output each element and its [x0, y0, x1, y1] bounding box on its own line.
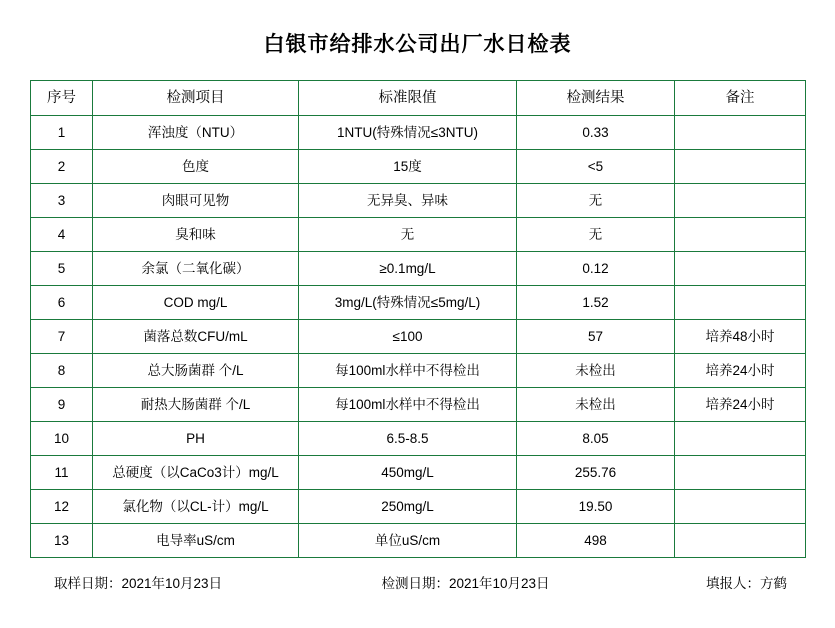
cell-limit: 3mg/L(特殊情况≤5mg/L) — [299, 286, 517, 320]
cell-no: 1 — [31, 116, 93, 150]
cell-note: 培养48小时 — [675, 320, 806, 354]
cell-result: 未检出 — [517, 388, 675, 422]
cell-no: 2 — [31, 150, 93, 184]
cell-item: COD mg/L — [93, 286, 299, 320]
cell-limit: 无异臭、异味 — [299, 184, 517, 218]
cell-result: 19.50 — [517, 490, 675, 524]
cell-item: 色度 — [93, 150, 299, 184]
page-title: 白银市给排水公司出厂水日检表 — [263, 33, 572, 56]
cell-note — [675, 252, 806, 286]
table-row — [31, 490, 806, 524]
document-footer — [0, 572, 835, 592]
table-row — [31, 286, 806, 320]
table-row — [31, 218, 806, 252]
cell-note — [675, 184, 806, 218]
cell-item: 肉眼可见物 — [93, 184, 299, 218]
cell-no: 5 — [31, 252, 93, 286]
cell-no: 9 — [31, 388, 93, 422]
cell-item: 余氯（二氧化碳） — [93, 252, 299, 286]
column-header-result: 检测结果 — [517, 81, 675, 116]
column-header-no: 序号 — [31, 81, 93, 116]
cell-limit: 15度 — [299, 150, 517, 184]
table-row — [31, 388, 806, 422]
cell-item: 菌落总数CFU/mL — [93, 320, 299, 354]
table-row — [31, 116, 806, 150]
table-header-row — [31, 81, 806, 116]
cell-item: 总硬度（以CaCo3计）mg/L — [93, 456, 299, 490]
cell-note — [675, 456, 806, 490]
cell-result: 498 — [517, 524, 675, 558]
table-row — [31, 422, 806, 456]
cell-no: 4 — [31, 218, 93, 252]
table-row — [31, 150, 806, 184]
cell-result: 8.05 — [517, 422, 675, 456]
cell-note — [675, 524, 806, 558]
cell-no: 12 — [31, 490, 93, 524]
cell-result: 未检出 — [517, 354, 675, 388]
cell-limit: 450mg/L — [299, 456, 517, 490]
table-row — [31, 252, 806, 286]
cell-note: 培养24小时 — [675, 388, 806, 422]
cell-note: 培养24小时 — [675, 354, 806, 388]
cell-result: 0.12 — [517, 252, 675, 286]
cell-result: 无 — [517, 184, 675, 218]
cell-no: 7 — [31, 320, 93, 354]
cell-item: 总大肠菌群 个/L — [93, 354, 299, 388]
report-table-container — [0, 80, 835, 558]
cell-no: 10 — [31, 422, 93, 456]
filler-name-label: 填报人：方鹤 — [706, 576, 787, 591]
cell-limit: 250mg/L — [299, 490, 517, 524]
cell-no: 3 — [31, 184, 93, 218]
cell-note — [675, 286, 806, 320]
column-header-item: 检测项目 — [93, 81, 299, 116]
table-header — [31, 81, 806, 116]
cell-item: 臭和味 — [93, 218, 299, 252]
table-row — [31, 320, 806, 354]
cell-limit: 6.5-8.5 — [299, 422, 517, 456]
cell-result: 无 — [517, 218, 675, 252]
table-row — [31, 354, 806, 388]
cell-item: 氯化物（以CL-计）mg/L — [93, 490, 299, 524]
sample-date-label: 取样日期：2021年10月23日 — [54, 576, 223, 591]
water-test-table — [30, 80, 806, 558]
column-header-note: 备注 — [675, 81, 806, 116]
cell-no: 13 — [31, 524, 93, 558]
cell-result: <5 — [517, 150, 675, 184]
cell-limit: 每100ml水样中不得检出 — [299, 354, 517, 388]
cell-no: 8 — [31, 354, 93, 388]
table-body — [31, 116, 806, 558]
table-row — [31, 184, 806, 218]
cell-note — [675, 422, 806, 456]
cell-item: PH — [93, 422, 299, 456]
document-page — [0, 28, 835, 628]
cell-item: 电导率uS/cm — [93, 524, 299, 558]
cell-item: 浑浊度（NTU） — [93, 116, 299, 150]
column-header-limit: 标准限值 — [299, 81, 517, 116]
cell-result: 0.33 — [517, 116, 675, 150]
cell-result: 57 — [517, 320, 675, 354]
cell-limit: ≥0.1mg/L — [299, 252, 517, 286]
cell-limit: 无 — [299, 218, 517, 252]
cell-note — [675, 116, 806, 150]
cell-limit: ≤100 — [299, 320, 517, 354]
cell-no: 11 — [31, 456, 93, 490]
cell-result: 255.76 — [517, 456, 675, 490]
cell-note — [675, 150, 806, 184]
cell-result: 1.52 — [517, 286, 675, 320]
cell-limit: 单位uS/cm — [299, 524, 517, 558]
table-row — [31, 524, 806, 558]
cell-no: 6 — [31, 286, 93, 320]
test-date-label: 检测日期：2021年10月23日 — [381, 576, 550, 591]
cell-note — [675, 218, 806, 252]
cell-note — [675, 490, 806, 524]
cell-limit: 1NTU(特殊情况≤3NTU) — [299, 116, 517, 150]
cell-limit: 每100ml水样中不得检出 — [299, 388, 517, 422]
table-row — [31, 456, 806, 490]
cell-item: 耐热大肠菌群 个/L — [93, 388, 299, 422]
